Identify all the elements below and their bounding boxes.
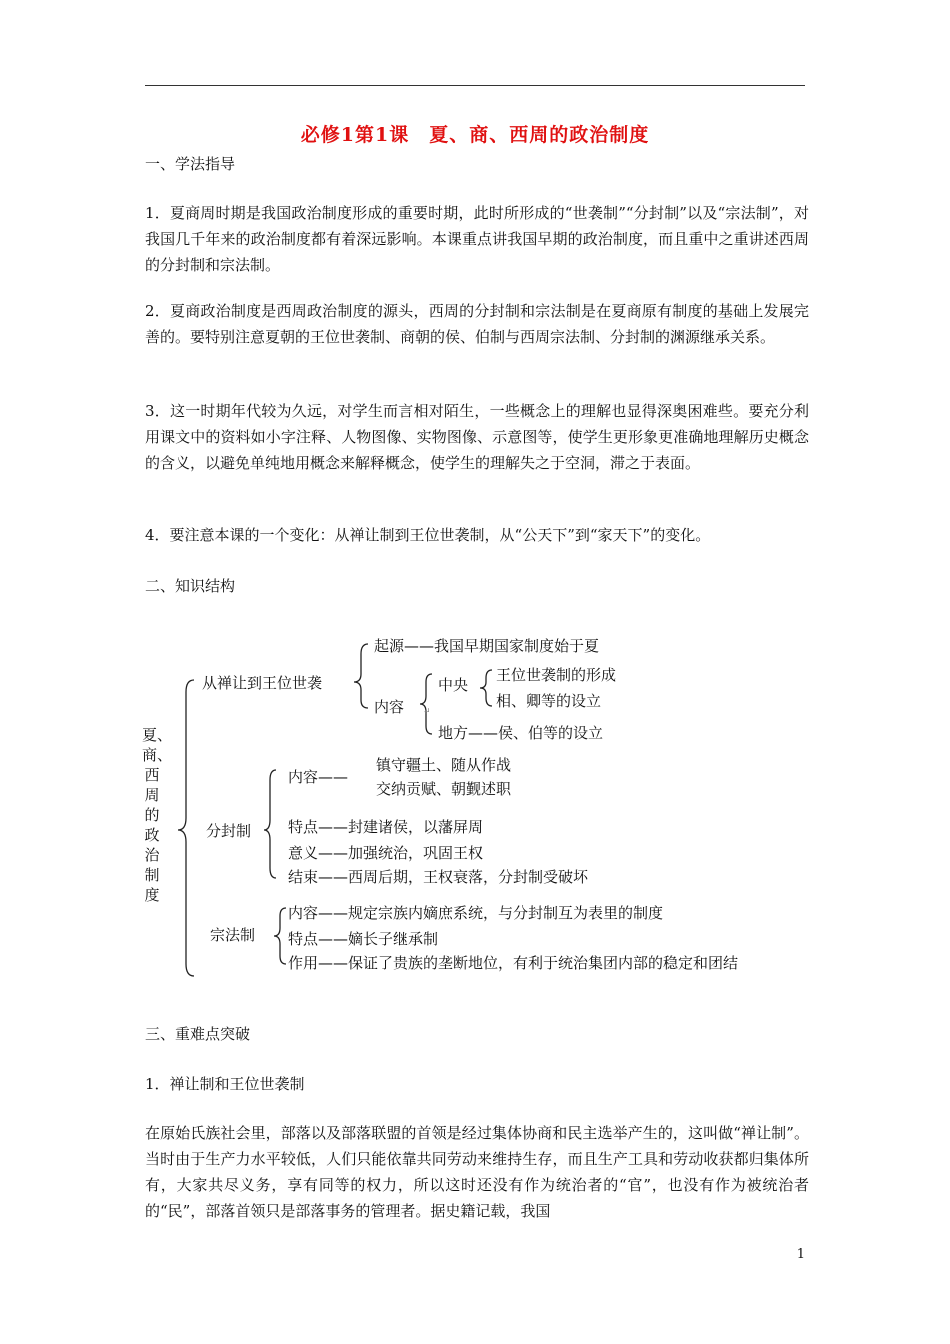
central-item-1: 王位世袭制的形成	[496, 666, 617, 684]
fief-content-item-2: 交纳贡赋、朝觐述职	[376, 780, 512, 798]
header-rule	[145, 85, 805, 86]
paragraph-1: 1．夏商周时期是我国政治制度形成的重要时期，此时所形成的“世袭制”“分封制”以及“宗法制”，对我国几千年来的政治制度都有着深远影响。本课重点讲我国早期的政治制度，而且重中之重讲述西周的分封制和宗法制。	[145, 204, 809, 274]
branch-3-label: 宗法制	[210, 926, 256, 944]
return-mark: ↵	[423, 707, 431, 717]
section-heading-2: 二、知识结构	[145, 577, 236, 595]
branch-2-content: 内容——	[288, 768, 349, 786]
branch-2-meaning: 意义——加强统治，巩固王权	[288, 844, 484, 862]
branch-2-label: 分封制	[206, 822, 252, 840]
paragraph-5: 在原始氏族社会里，部落以及部落联盟的首领是经过集体协商和民主选举产生的，这叫做“禅让制”。当时由于生产力水平较低，人们只能依靠共同劳动来维持生存，而且生产工具和劳动收获都归集体所有，大家共尽义务，享有同等的权力，所以这时还没有作为统治者的“官”，也没有作为被统治者的“民”，部落首领只是部落事务的管理者。据史籍记载，我国	[145, 1124, 809, 1220]
branch-1-local: 地方——侯、伯等的设立	[438, 724, 604, 742]
branch-3-effect: 作用——保证了贵族的垄断地位，有利于统治集团内部的稳定和团结	[288, 954, 739, 972]
branch-2-end: 结束——西周后期，王权衰落，分封制受破坏	[288, 868, 589, 886]
paragraph-3: 3．这一时期年代较为久远，对学生而言相对陌生，一些概念上的理解也显得深奥困难些。要充分利用课文中的资料如小字注释、人物图像、实物图像、示意图等，使学生更形象更准确地理解历史概念的含义，以避免单纯地用概念来解释概念，使学生的理解失之于空洞，滞之于表面。	[145, 402, 809, 472]
branch-1-origin: 起源——我国早期国家制度始于夏	[374, 637, 600, 655]
diagram-root-label: 夏、商、西周的政治制度	[142, 726, 173, 904]
central-item-2: 相、卿等的设立	[496, 692, 602, 710]
branch-3-feature: 特点——嫡长子继承制	[288, 930, 439, 948]
paragraph-2: 2．夏商政治制度是西周政治制度的源头，西周的分封制和宗法制是在夏商原有制度的基础上发展完善的。要特别注意夏朝的王位世袭制、商朝的侯、伯制与西周宗法制、分封制的渊源继承关系。	[145, 302, 809, 346]
page-number: 1	[796, 1247, 805, 1262]
branch-1-label: 从禅让到王位世袭	[202, 674, 323, 692]
paragraph-4: 4．要注意本课的一个变化：从禅让制到王位世袭制，从“公天下”到“家天下”的变化。	[145, 526, 711, 544]
section-heading-1: 一、学法指导	[145, 155, 236, 173]
knowledge-structure-diagram	[140, 630, 820, 990]
branch-2-feature: 特点——封建诸侯，以藩屏周	[288, 818, 484, 836]
branch-3-content: 内容——规定宗族内嫡庶系统，与分封制互为表里的制度	[288, 904, 664, 922]
page-title: 必修1第1课 夏、商、西周的政治制度	[300, 124, 650, 146]
branch-1-content: 内容	[374, 698, 405, 716]
branch-1-central: 中央	[438, 676, 469, 694]
fief-content-item-1: 镇守疆土、随从作战	[376, 756, 512, 774]
section-heading-3: 三、重难点突破	[145, 1025, 251, 1043]
subheading-1: 1．禅让制和王位世袭制	[145, 1075, 305, 1093]
